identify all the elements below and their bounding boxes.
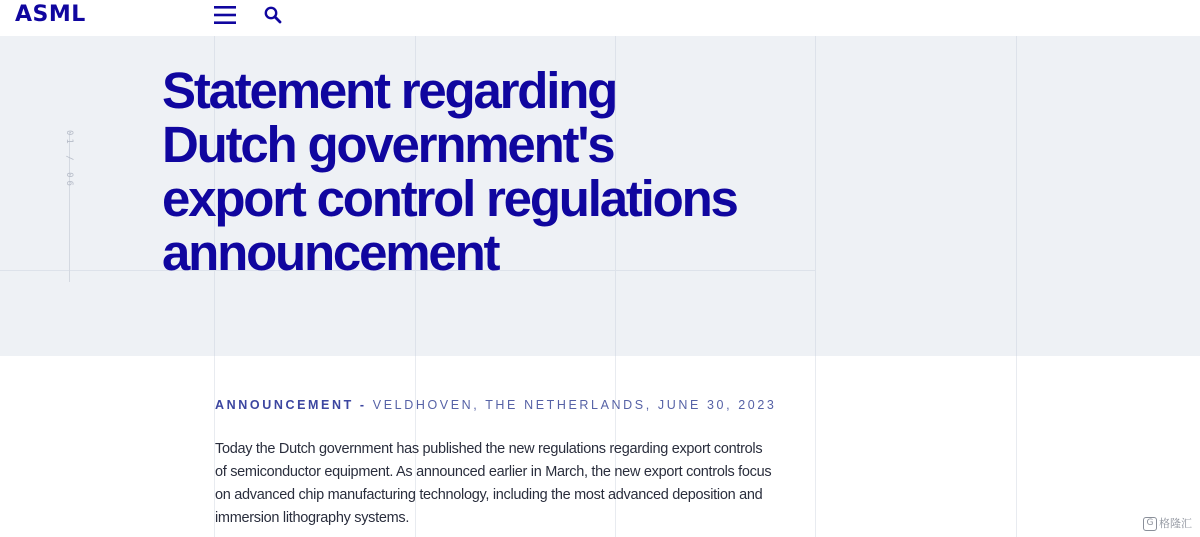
watermark-text: 格隆汇 (1159, 517, 1192, 530)
grid-line (1016, 356, 1017, 537)
side-progress-label: 01 / 06 (64, 130, 74, 189)
title-line: Statement regarding (162, 62, 617, 119)
search-icon[interactable] (263, 5, 283, 25)
grid-line (815, 356, 816, 537)
article-category: ANNOUNCEMENT (215, 398, 354, 412)
title-line: announcement (162, 224, 499, 281)
watermark-logo-icon: G (1143, 517, 1157, 531)
article-location-date: VELDHOVEN, THE NETHERLANDS, JUNE 30, 2023 (372, 398, 777, 412)
page-title (162, 64, 822, 280)
title-line: export control regulations (162, 170, 737, 227)
article-paragraph: Today the Dutch government has published the new regulations regarding export controls of semiconductor equipment. As announced earlier in March, the new export controls focus on advanced chip manufacturing technology, including the most advanced deposition and immersion lithography systems. (215, 441, 772, 526)
watermark (1143, 515, 1192, 531)
title-line: Dutch government's (162, 116, 614, 173)
grid-line (1016, 36, 1017, 356)
hamburger-menu-icon[interactable] (214, 4, 236, 26)
asml-logo[interactable]: ASML (15, 2, 86, 27)
meta-separator: - (359, 398, 367, 412)
site-header (0, 0, 1200, 36)
article-meta (215, 398, 776, 412)
